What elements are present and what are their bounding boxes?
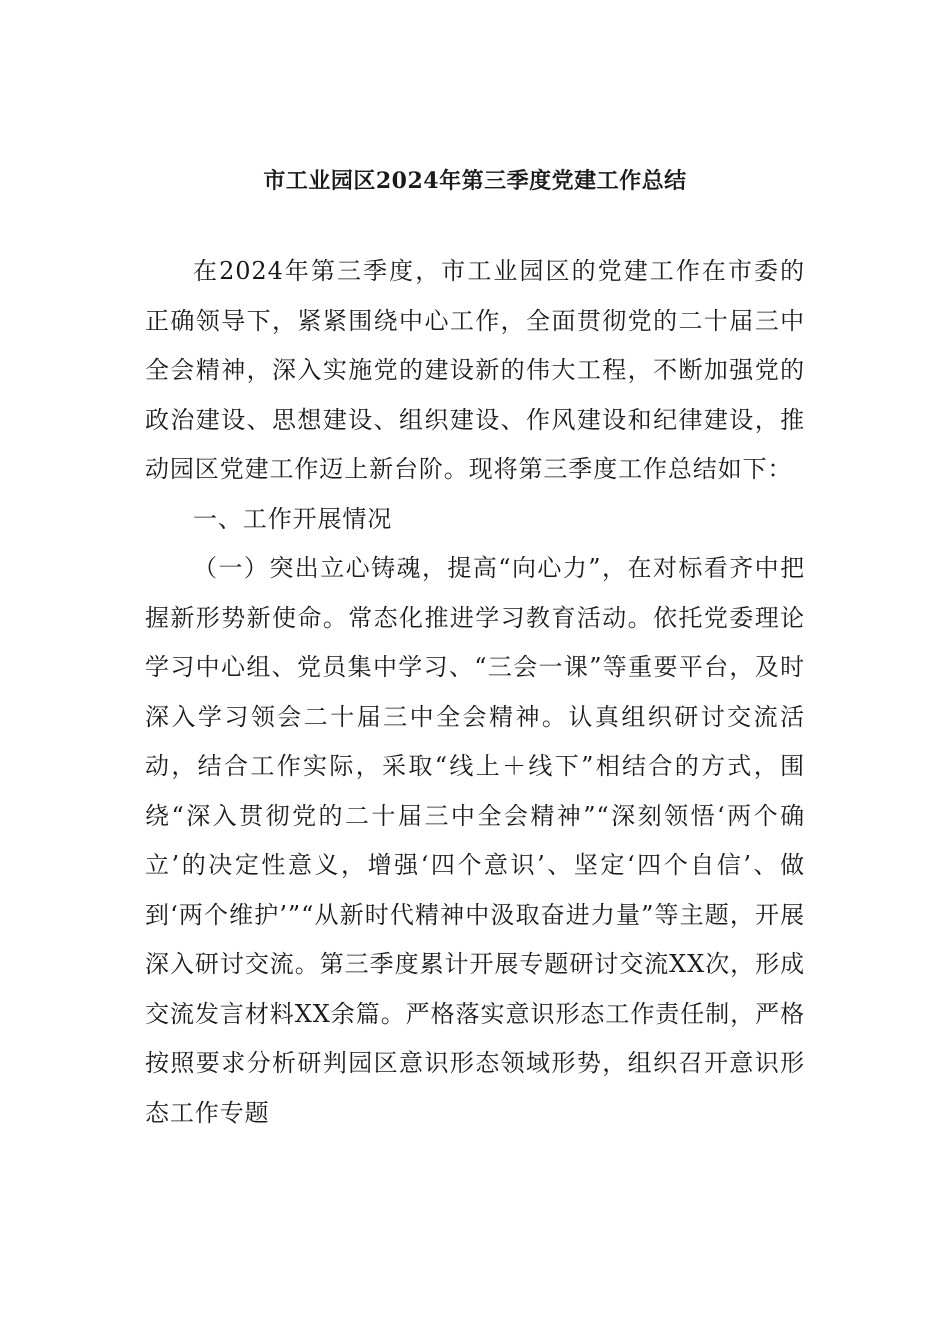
section-heading: 一、工作开展情况	[193, 504, 393, 533]
body-paragraph: （一）突出立心铸魂，提高“向心力”，在对标看齐中把握新形势新使命。常态化推进学习教育活动。依托党委理论学习中心组、党员集中学习、“三会一课”等重要平台，及时深入学习领会二十届三中全会精神。认真组织研讨交流活动，结合工作实际，采取“线上＋线下”相结合的方式，围绕“深入贯彻党的二十届三中全会精神”“深刻领悟‘两个确立’的决定性意义，增强‘四个意识’、坚定‘四个自信’、做到‘两个维护’”“从新时代精神中汲取奋进力量”等主题，开展深入研讨交流。第三季度累计开展专题研讨交流XX次，形成交流发言材料XX余篇。严格落实意识形态工作责任制，严格按照要求分析研判园区意识形态领域形势，组织召开意识形态工作专题	[145, 554, 805, 1127]
document-title: 市工业园区2024年第三季度党建工作总结	[263, 168, 687, 194]
document-body	[145, 247, 805, 1138]
intro-paragraph: 在2024年第三季度，市工业园区的党建工作在市委的正确领导下，紧紧围绕中心工作，全面贯彻党的二十届三中全会精神，深入实施党的建设新的伟大工程，不断加强党的政治建设、思想建设、组织建设、作风建设和纪律建设，推动园区党建工作迈上新台阶。现将第三季度工作总结如下：	[145, 257, 805, 483]
